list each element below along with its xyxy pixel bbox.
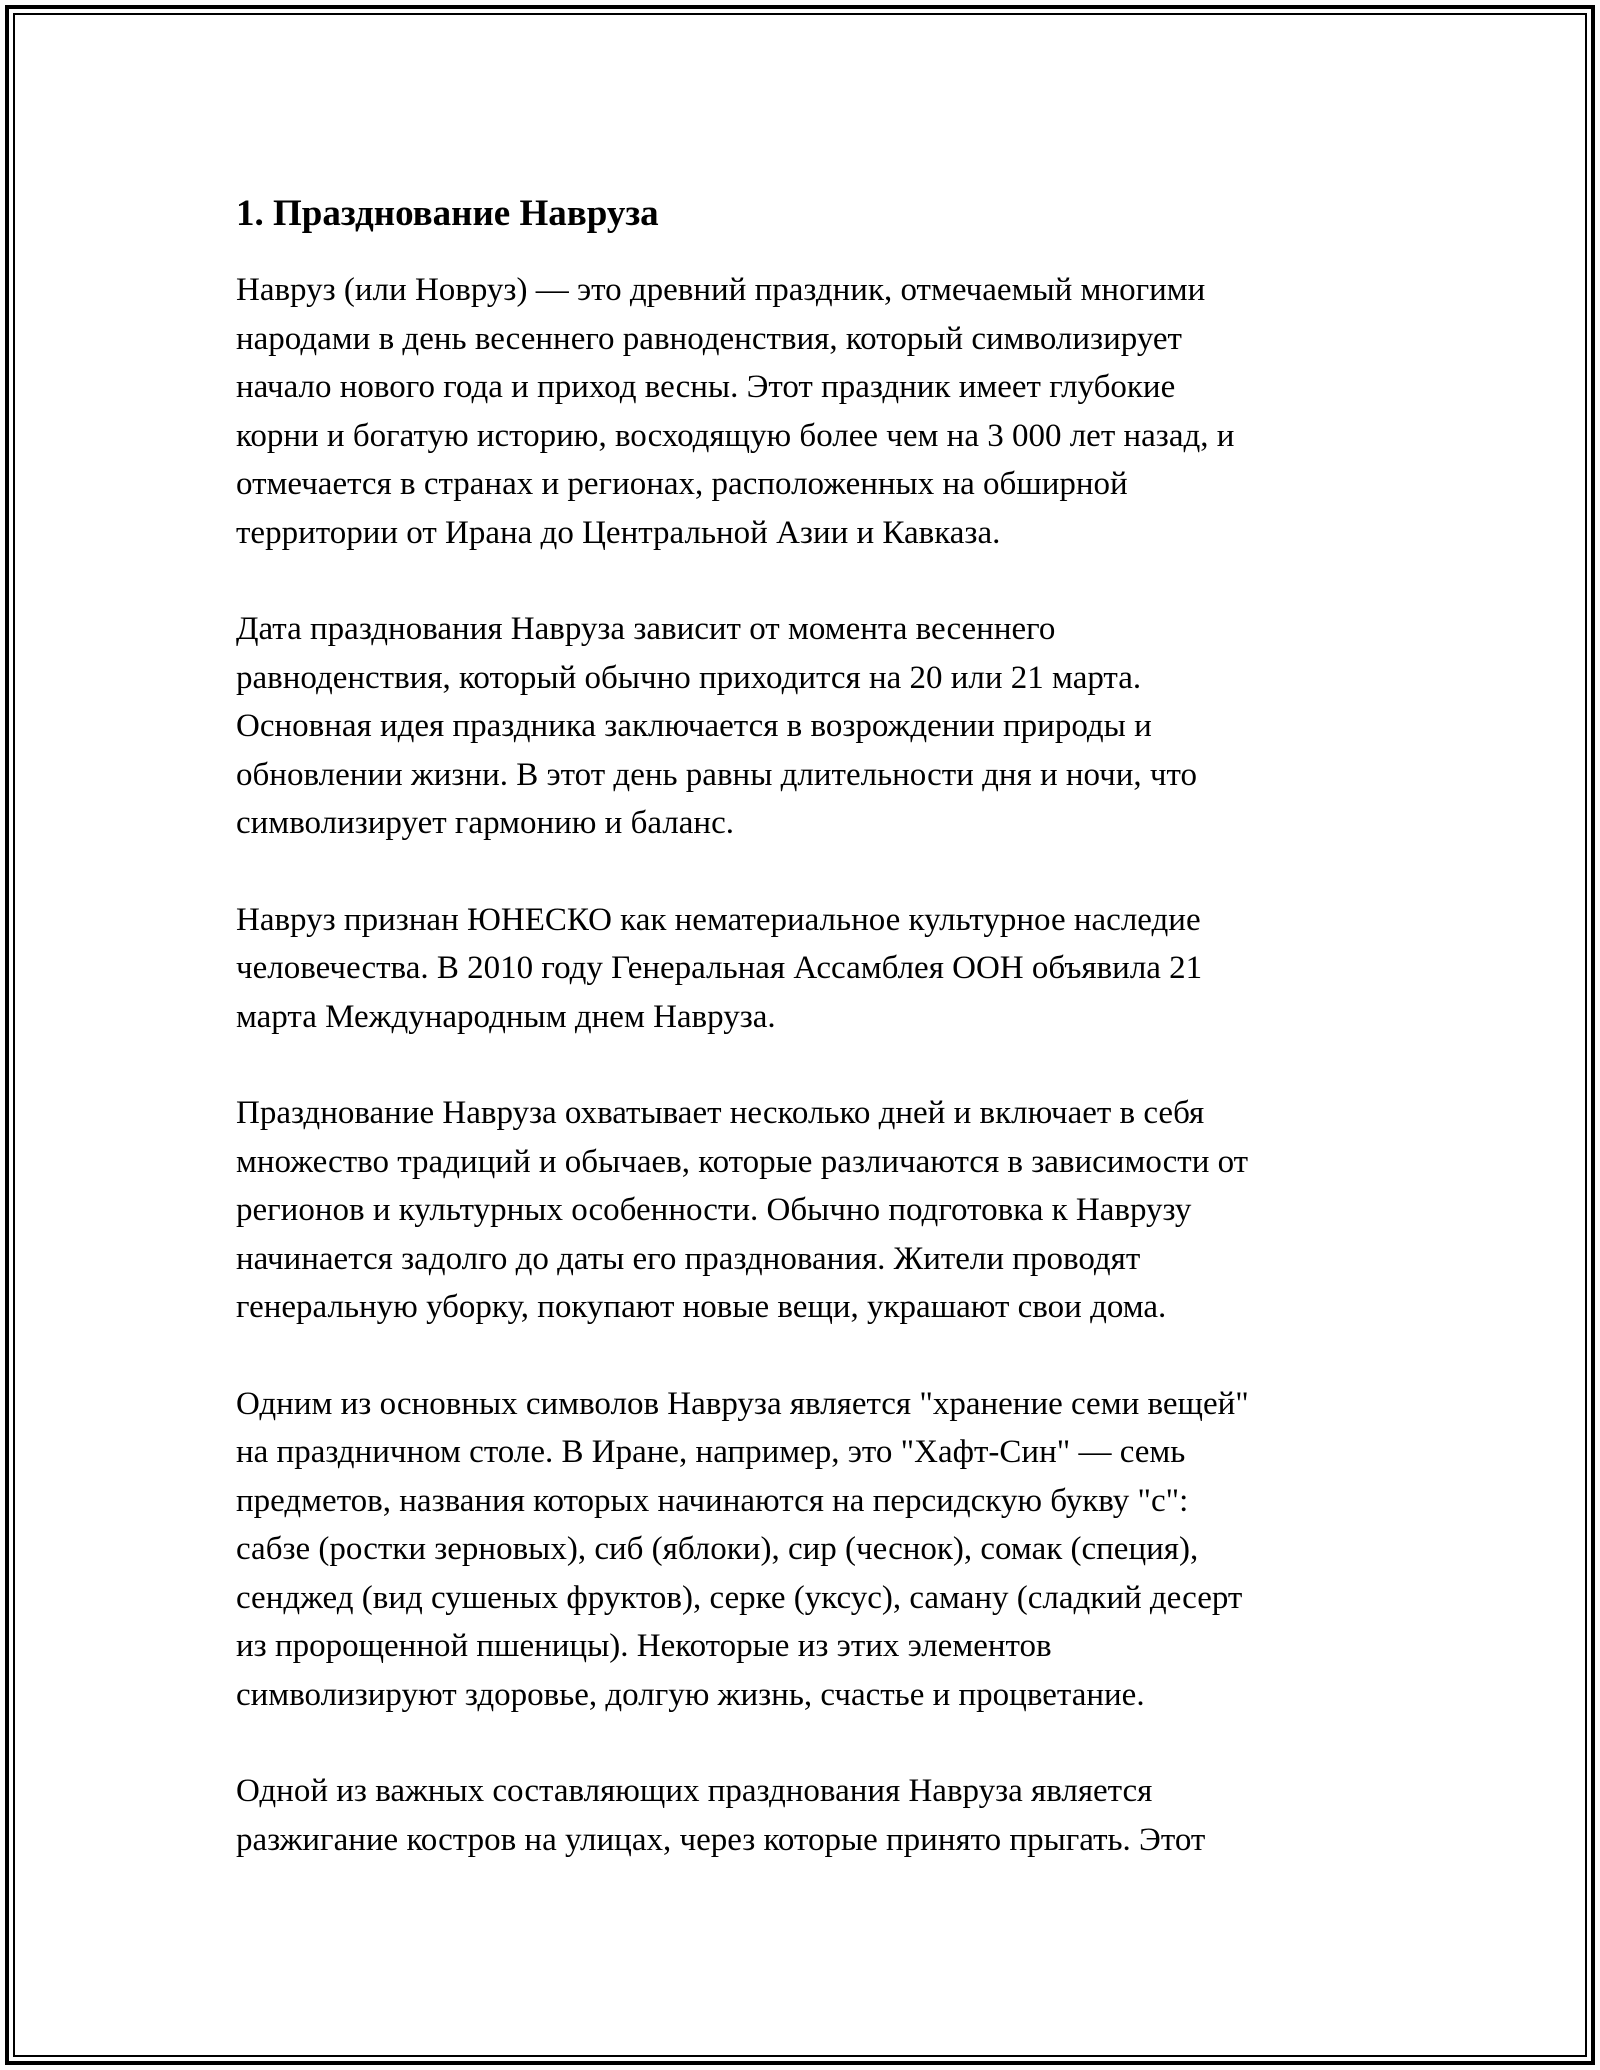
text-line: марта Международным днем Навруза. [236,998,776,1035]
text-line: множество традиций и обычаев, которые различаются в зависимости от [236,1143,1249,1180]
text-line: предметов, названия которых начинаются на персидскую букву "с": [236,1482,1189,1519]
text-line: равноденствия, который обычно приходится на 20 или 21 марта. [236,659,1142,696]
text-line: сабзе (ростки зерновых), сиб (яблоки), сир (чеснок), сомак (специя), [236,1531,1199,1567]
paragraph-3 [236,896,1376,1042]
text-line: Навруз (или Новруз) — это древний праздник, отмечаемый многими [236,272,1206,308]
text-line: человечества. В 2010 году Генеральная Ассамблея ООН объявила 21 [236,950,1203,986]
text-line: Навруз признан ЮНЕСКО как нематериальное культурное наследие [236,901,1201,938]
text-line: начало нового года и приход весны. Этот праздник имеет глубокие [236,369,1176,405]
text-line: из пророщенной пшеницы). Некоторые из этих элементов [236,1628,1052,1664]
text-line: разжигание костров на улицах, через которые принято прыгать. Этот [236,1821,1206,1858]
paragraph-5 [236,1380,1376,1720]
text-line: территории от Ирана до Центральной Азии и Кавказа. [236,514,1001,551]
paragraph-2 [236,605,1376,848]
text-line: сенджед (вид сушеных фруктов), серке (уксус), саману (сладкий десерт [236,1579,1243,1616]
text-line: генеральную уборку, покупают новые вещи, украшают свои дома. [236,1289,1167,1325]
text-line: символизирует гармонию и баланс. [236,805,734,841]
paragraph-1 [236,266,1376,557]
paragraph-4 [236,1089,1376,1332]
text-line: Одним из основных символов Навруза является "хранение семи вещей" [236,1385,1249,1422]
paragraph-6 [236,1767,1376,1864]
text-line: Основная идея праздника заключается в возрождении природы и [236,708,1152,744]
text-line: Дата празднования Навруза зависит от момента весеннего [236,611,1056,647]
text-line: на праздничном столе. В Иране, например, это "Хафт-Син" — семь [236,1434,1186,1470]
section-heading: 1. Празднование Навруза [236,193,659,234]
text-line: корни и богатую историю, восходящую более чем на 3 000 лет назад, и [236,417,1235,454]
document-body [236,188,1376,1912]
text-line: обновлении жизни. В этот день равны длительности дня и ночи, что [236,756,1198,793]
text-line: символизируют здоровье, долгую жизнь, счастье и процветание. [236,1676,1145,1713]
text-line: народами в день весеннего равноденствия, который символизирует [236,320,1182,357]
text-line: регионов и культурных особенности. Обычно подготовка к Наврузу [236,1192,1192,1228]
text-line: начинается задолго до даты его празднования. Жители проводят [236,1240,1141,1277]
text-line: Одной из важных составляющих празднования Навруза является [236,1773,1153,1809]
text-line: Празднование Навруза охватывает несколько дней и включает в себя [236,1095,1205,1131]
text-line: отмечается в странах и регионах, расположенных на обширной [236,466,1128,502]
